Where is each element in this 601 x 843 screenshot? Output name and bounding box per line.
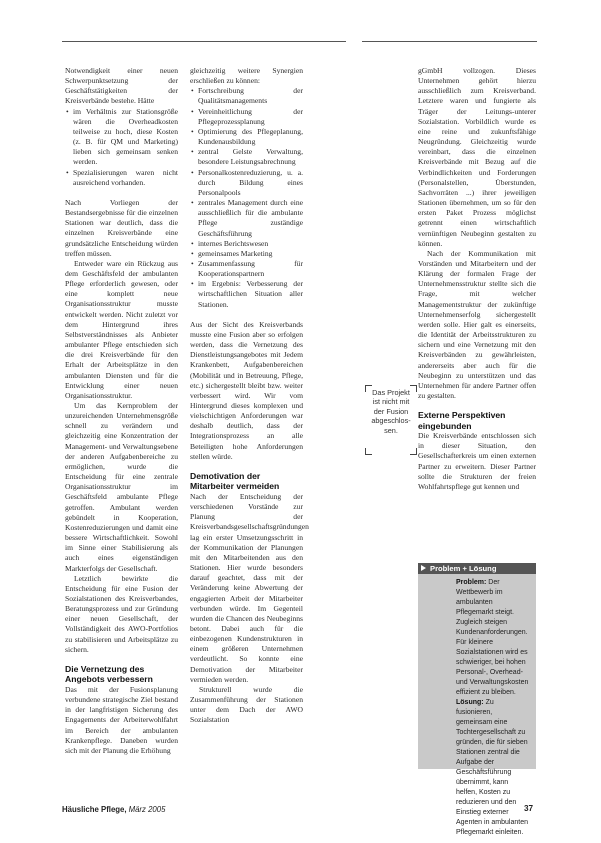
list-item: • Fortschreibung der Qualitätsmanagements <box>190 86 303 106</box>
footer-journal <box>62 805 165 814</box>
col1-paragraph-5: Letztlich bewirkte die Entscheidung für eine Fusion der Sozialstationen des Kreisverbandes, Beratungsprozess und zur Gründung einer neuen Gesellschaft, der Vollständigkeit des AWO-Portfolios zu stabilisieren und Arbeitsplätze zu sichern. <box>65 573 178 654</box>
col3-paragraph-2: Nach der Kommunikation mit Vorständen und Mitarbeitern und der Klärung der formalen Frage der Unternehmensstruktur stellte sich die Frage, mit welcher Managementstruktur der zukünftige Unternehmenserfolg sichergestellt werden solle. Hier galt es einerseits, die Identität der Arbeitsstrukturen zu sichern und eine Vernetzung mit den Kreisverbänden zu gewährleisten, andererseits aber auch für die Neubeginn zu unterstützen und das Unternehmen für andere Partner offen zu gestalten. <box>418 248 536 400</box>
col1-paragraph-3: Entweder ware ein Rückzug aus dem Geschäftsfeld der ambulanten Pflege erforderlich gewesen, oder eine komplett neue Organisationsstruktur musste entwickelt werden. Nicht zuletzt vor dem Hintergrund ihres Selbstverständnisses als Anbieter ambulanter Pflege entschieden sich die drei Kreisverbände für den Erhalt der Arbeitsplätze in den ambulanten Diensten und für die Entwicklung einer neuen Organisationsstruktur. <box>65 258 178 400</box>
pull-quote-line: abgeschlos- <box>371 416 411 426</box>
journal-name: Häusliche Pflege, <box>62 805 127 814</box>
col1-paragraph-1: Notwendigkeit einer neuen Schwerpunktsetzung der Geschäftstätigkeiten der Kreisverbände bestehe. Hätte <box>65 66 178 106</box>
pull-quote-corner <box>365 448 372 455</box>
col3-paragraph-3: Die Kreisverbände entschlossen sich in dieser Situation, den Gesellschafterkreis um einen externen Partner zu erweitern. Dieser Partner sollte die Strukturen der freien Wohlfahrtspflege gut kennen und <box>418 431 536 491</box>
col1-paragraph-2: Nach Vorliegen der Bestandsergebnisse für die einzelnen Stationen war deutlich, dass die einzelnen Kreisverbände eine grundsätzliche Entscheidung würden treffen müssen. <box>65 197 178 258</box>
pull-quote-corner <box>410 448 417 455</box>
col1-heading: Die Vernetzung des Angebots verbessern <box>65 663 153 685</box>
box-problem-label: Problem: <box>456 579 487 586</box>
box-solution-text: Zu fusionieren, gemeinsam eine Tochtergesellschaft zu gründen, die für sieben Stationen zentral die Aufgabe der Geschäftsführung übernimmt, kann helfen, Kosten zu reduzieren und den Einstieg externer Agenten in ambulanten Pflegemarkt einleiten. <box>456 699 528 836</box>
list-item: • zentrales Management durch eine ausschließlich für die ambulante Pflege zuständige Geschäftsführung <box>190 198 303 239</box>
pull-quote-line: der Fusion <box>373 406 409 416</box>
box-body <box>418 574 536 838</box>
col2-heading: Demotivation der Mitarbeiter vermeiden <box>190 470 280 492</box>
box-problem-text: Der Wettbewerb im ambulanten Pflegemarkt steigt. Zugleich steigen Kundenanforderungen. Für kleinere Sozialstationen wird es schwieriger, bei hohen Personal-, Overhead- und Verwaltungskosten effizient zu bleiben. <box>456 579 529 696</box>
list-item: • Personalkostenreduzierung, u. a. durch Bildung eines Personalpools <box>190 168 303 198</box>
list-item: • gemeinsames Marketing <box>190 249 303 259</box>
list-item: • Spezialisierungen waren nicht ausreichend vorhanden. <box>65 168 178 188</box>
box-solution <box>456 698 530 838</box>
list-item: • Optimierung des Pflegeplanung, Kundenausbildung <box>190 127 303 147</box>
pull-quote-corner <box>365 385 372 392</box>
column-2 <box>190 66 309 726</box>
column-1 <box>65 66 178 756</box>
pull-quote-line: ist nicht mit <box>372 397 410 407</box>
col2-paragraph-2: Aus der Sicht des Kreisverbands musste eine Fusion aber so erfolgen werden, dass die Vernetzung des Dienstleistungsangebotes mit Jedem Krankenbett, Aufgabenbereichen (Mobilität und in Betreuung, Pflege, etc.) sichergestellt bleibt bzw. weiter verbessert wird. Wir vom Hintergrund dieses komplexen und vielschichtigen Anforderungen war deshalb deutlich, dass der Integrationsprozess an alle Beteiligten hohe Anforderungen stellen würde. <box>190 319 303 461</box>
list-item: • im Ergebnis: Verbesserung der wirtschaftlichen Situation aller Stationen. <box>190 279 303 309</box>
list-item: • im Verhältnis zur Stationsgröße wären die Overheadkosten teilweise zu hoch, diese Kosten (z. B. für QM und Marketing) lieben sich gemeinsam senken werden. <box>65 107 178 168</box>
journal-issue: März 2005 <box>128 805 166 814</box>
col3-paragraph-1: gGmbH vollzogen. Dieses Unternehmen gehört hierzu ausschließlich zum Kreisverband. Letztere waren und fungierte als Träger der Leitungs-unterer Sozialstation. Vorbildlich wurde es eine reine und zukunftsfähige Neugründung. Gleichzeitig wurde vereinbart, dass die einzelnen Kreisverbände mit Bezug auf die Verbindlichkeiten und Forderungen (Personalstellen, Überstunden, Sachvorräten ...) ihrer jeweiligen Stationen übernehmen, um so für den ersten Paket Prozess möglichst getrennt einen wirtschaftlich vernünftigen Neubeginn gestalten zu können. <box>418 66 536 248</box>
pull-quote-corner <box>410 385 417 392</box>
top-rule-right <box>362 41 537 42</box>
pull-quote-line: Das Projekt <box>372 388 410 397</box>
list-item: • Vereinheitlichung der Pflegeprozessplanung <box>190 107 303 127</box>
col2-paragraph-4: Strukturell wurde die Zusammenführung der Stationen unter dem Dach der AWO Sozialstation <box>190 684 303 725</box>
col1-paragraph-6: Das mit der Fusionsplanung verbundene strategische Ziel bestand in der langfristigen Sicherung des Engagements der Arbeiterwohlfahrt im Bereich der ambulanten Krankenpflege. Daneben wurden sich mit der Planung die Erhöhung <box>65 684 178 755</box>
pull-quote <box>370 388 412 452</box>
list-item: • zentral Gelste Verwaltung, besondere Leistungsabrechnung <box>190 147 303 167</box>
box-header <box>418 563 536 574</box>
box-title: Problem + Lösung <box>430 564 497 573</box>
list-item: • internes Berichtswesen <box>190 239 303 249</box>
col2-paragraph-3: Nach der Entscheidung der verschiedenen Vorstände zur Planung der Kreisverbandsgesellschaftsgründungen lag ein erster Umsetzungsschritt in der Kommunikation der Planungen mit den Mitarbeitenden aus den Stationen. Hier wurde besonders darauf geachtet, dass mit der Veränderung keine Abwertung der engagierten Arbeit der Mitarbeiter verbunden würde. Im Gegenteil wurden die Chancen des Neubeginns betont. Dabei auch für die einbezogenen Kundenstrukturen in einem größeren Unternehmen verdeutlicht. So konnte eine Demotivation der Mitarbeiter vermieden werden. <box>190 491 309 684</box>
col2-bullet-list <box>190 86 303 309</box>
box-solution-label: Lösung: <box>456 699 484 706</box>
top-rule-left <box>62 41 346 42</box>
list-item: • Zusammenfassung für Kooperationspartnern <box>190 259 303 279</box>
col2-paragraph-1: gleichzeitig weitere Synergien erschließen zu können: <box>190 66 303 86</box>
page-number: 37 <box>524 804 534 813</box>
col1-bullet-list <box>65 107 178 188</box>
box-problem <box>456 578 530 698</box>
column-3 <box>418 66 536 492</box>
col1-paragraph-4: Um das Kernproblem der unzureichenden Unternehmensgröße schnell zu verändern und gleichzeitig eine Konzentration der Management- und Verwaltungsebene der anderen Aufgabenbereiche zu ermöglichen, wurde die Entscheidung für eine zentrale Organisationsstruktur im Geschäftsfeld ambulante Pflege getroffen. Ambulant werden gebündelt in Kooperation, Kostenreduzierungen und damit eine bessere Wirtschaftlichkeit. Sowohl im Sinne einer Stabilisierung als auch eines eigenständigen Markterfolgs der Gesellschaft. <box>65 401 178 573</box>
col3-heading: Externe Perspektiven eingebunden <box>418 410 506 431</box>
triangle-right-icon <box>421 565 426 571</box>
pull-quote-line: sen. <box>384 425 398 435</box>
